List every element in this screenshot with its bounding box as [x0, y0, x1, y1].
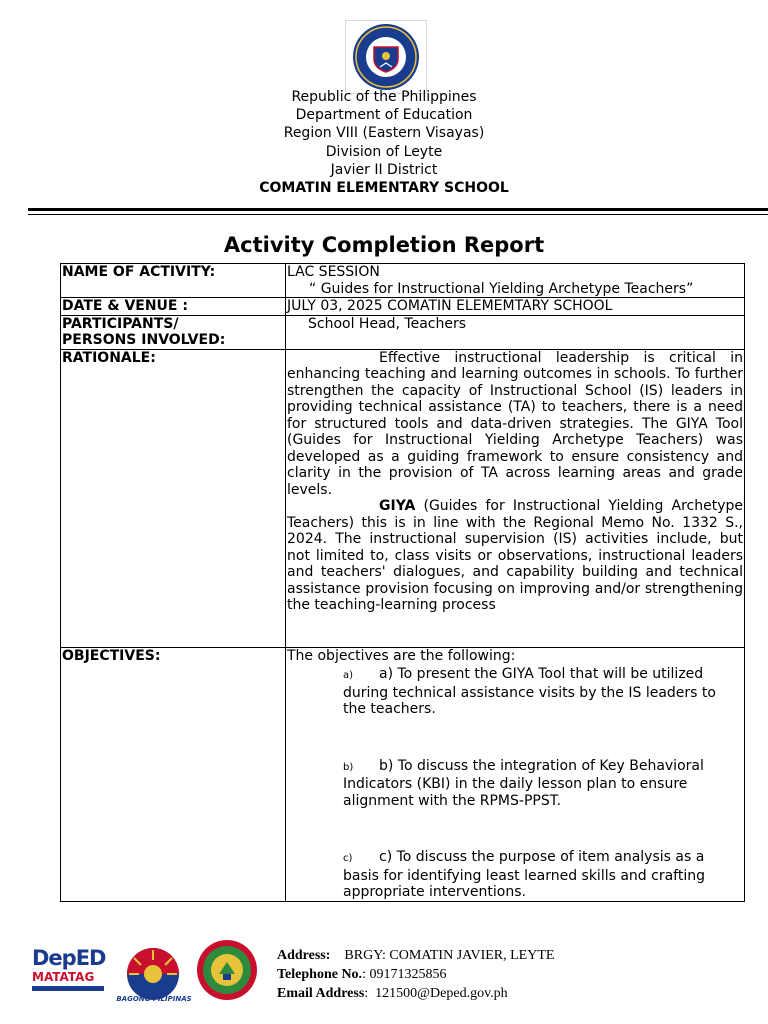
header-divider-thin [28, 214, 768, 215]
header-division: Division of Leyte [325, 144, 443, 160]
giya-term: GIYA [379, 498, 416, 514]
rationale-p2-text: (Guides for Instructional Yielding Archetype Teachers) this is in line with the Regional Memo No. 1332 S., 2024. The instructional supervision (IS) activities include, but not limited to, class visits or observations, instructional leaders and teachers' dialogues, and capability building and technical assistance provision focusing on improving and/or strengthening the teaching-learning process [287, 498, 744, 613]
rationale-paragraph-2 [287, 498, 743, 614]
deped-wordmark: DepED [32, 946, 106, 970]
activity-value [286, 264, 745, 298]
participants-label-line1: PARTICIPANTS/ [62, 315, 179, 332]
header-school-name: COMATIN ELEMENTARY SCHOOL [259, 180, 509, 196]
row-participants [61, 315, 745, 349]
email-label: Email Address [277, 986, 365, 1001]
header-republic: Republic of the Philippines [291, 89, 477, 105]
school-seal-logo [195, 938, 259, 1002]
objective-marker: a) [343, 670, 354, 681]
participants-label [61, 315, 286, 349]
activity-line1: LAC SESSION [287, 264, 380, 280]
footer-contact [277, 946, 554, 1003]
rationale-value [286, 349, 745, 647]
date-label: DATE & VENUE : [61, 298, 286, 316]
header-region: Region VIII (Eastern Visayas) [283, 125, 485, 141]
objective-marker: c) [343, 853, 353, 864]
row-rationale [61, 349, 745, 647]
rationale-label: RATIONALE: [61, 349, 286, 647]
objective-item-b [287, 758, 743, 810]
participants-value: School Head, Teachers [286, 315, 745, 349]
objective-text: a) To present the GIYA Tool that will be utilized during technical assistance visits by the IS leaders to the teachers. [343, 666, 716, 717]
report-table [60, 263, 745, 902]
activity-label: NAME OF ACTIVITY: [61, 264, 286, 298]
deped-matatag-logo [32, 946, 106, 1004]
address-value: BRGY: COMATIN JAVIER, LEYTE [344, 948, 555, 963]
telephone-value: 09171325856 [369, 967, 447, 982]
email-value: 121500@Deped.gov.ph [375, 986, 508, 1001]
date-value: JULY 03, 2025 COMATIN ELEMEMTARY SCHOOL [286, 298, 745, 316]
objective-text: c) To discuss the purpose of item analysis as a basis for identifying least learned skills and crafting appropriate interventions. [343, 849, 705, 900]
participants-label-line2: PERSONS INVOLVED: [62, 332, 226, 348]
objective-item-c [287, 849, 743, 901]
report-title: Activity Completion Report [223, 233, 545, 257]
rationale-paragraph-1 [287, 350, 743, 499]
telephone-line: Telephone No.: 09171325856 [277, 967, 447, 982]
objective-text: b) To discuss the integration of Key Behavioral Indicators (KBI) in the daily lesson plan to ensure alignment with the RPMS-PPST. [343, 757, 704, 809]
objective-item-a [287, 666, 743, 718]
objectives-value [286, 647, 745, 901]
rationale-p1-text: Effective instructional leadership is critical in enhancing teaching and learning outcomes in schools. To further strengthen the capacity of Instructional School (IS) leaders in providing technical assistance (TA) to teachers, there is a need for structured tools and data-driven strategies. The GIYA Tool (Guides for Instructional Yielding Archetype Teachers) was developed as a guiding framework to ensure consistency and clarity in the provision of TA across learning areas and grade levels. [287, 349, 743, 498]
deped-seal [345, 20, 427, 94]
email-line: Email Address: 121500@Deped.gov.ph [277, 986, 508, 1001]
objective-marker: b) [343, 761, 354, 773]
objectives-label: OBJECTIVES: [61, 647, 286, 901]
header-divider-thick [28, 208, 768, 211]
activity-line2: “ Guides for Instructional Yielding Archetype Teachers” [309, 280, 694, 297]
telephone-label: Telephone No. [277, 967, 363, 982]
row-objectives [61, 647, 745, 901]
address-label: Address: [277, 948, 331, 963]
matatag-wordmark: MATATAG [32, 970, 95, 984]
address-line [277, 946, 554, 965]
header-district: Javier II District [330, 162, 438, 178]
header-department: Department of Education [295, 107, 473, 123]
footer-logos [30, 940, 270, 1010]
row-date-venue [61, 298, 745, 316]
bagong-pilipinas-text: BAGONG PILIPINAS [116, 995, 192, 1003]
row-activity [61, 264, 745, 298]
objectives-intro: The objectives are the following: [287, 647, 516, 664]
